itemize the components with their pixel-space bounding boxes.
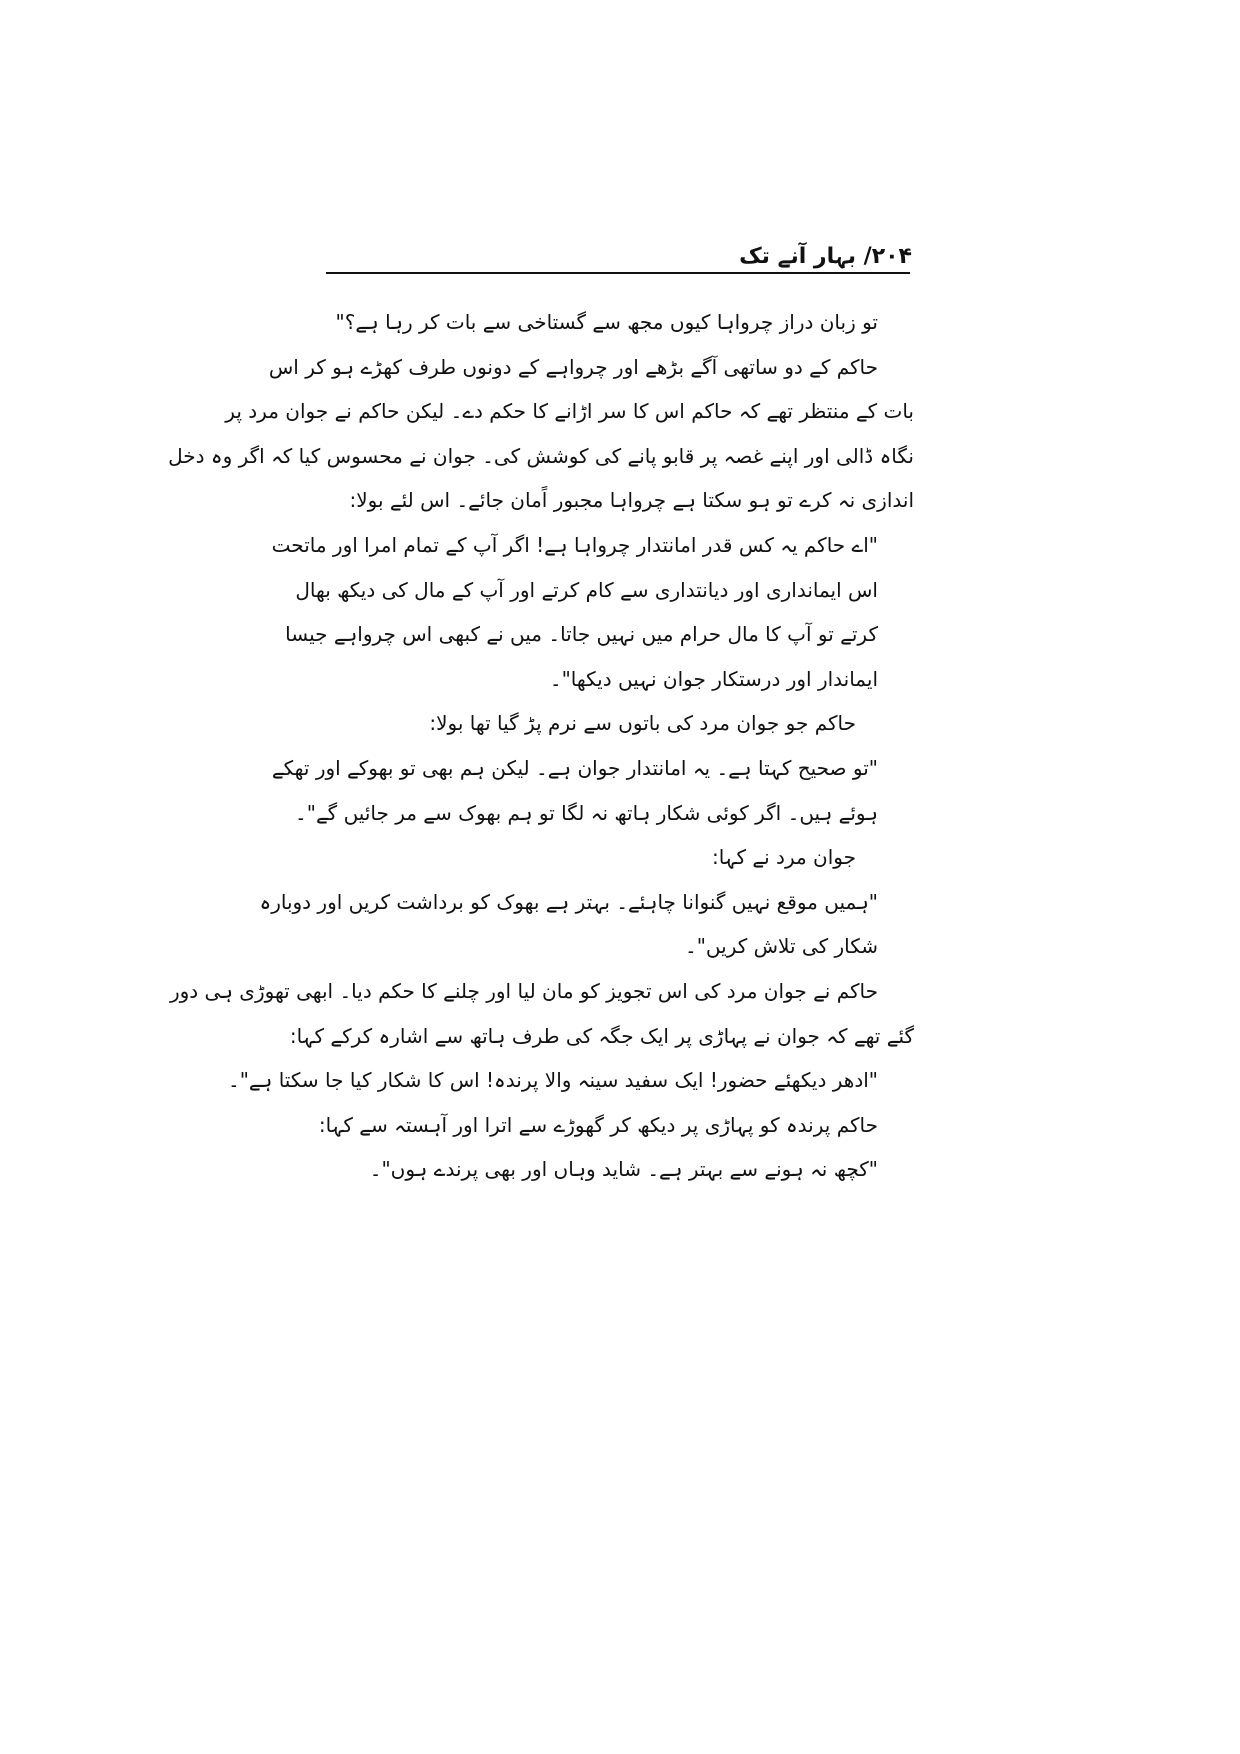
text-line: تو زبان دراز چرواہا کیوں مجھ سے گستاخی سے بات کر رہا ہے؟" bbox=[335, 310, 878, 334]
text-line: اندازی نہ کرے تو ہو سکتا ہے چرواہا مجبور اًمان جائے۔ اس لئے بولا: bbox=[349, 488, 914, 513]
text-line: نگاہ ڈالی اور اپنے غصہ پر قابو پانے کی کوشش کی۔ جوان نے محسوس کیا کہ اگر وہ دخل bbox=[168, 443, 914, 468]
running-head: ۲۰۴/ بہار آنے تک bbox=[739, 244, 912, 269]
text-line: ہوئے ہیں۔ اگر کوئی شکار ہاتھ نہ لگا تو ہم بھوک سے مر جائیں گے"۔ bbox=[295, 800, 878, 825]
text-line: بات کے منتظر تھے کہ حاکم اس کا سر اڑانے کا حکم دے۔ لیکن حاکم نے جوان مرد پر bbox=[225, 399, 914, 424]
text-line: "ادھر دیکھئے حضور! ایک سفید سینہ والا پرندہ! اس کا شکار کیا جا سکتا ہے"۔ bbox=[228, 1068, 878, 1093]
text-line: اس ایمانداری اور دیانتداری سے کام کرتے اور آپ کے مال کی دیکھ بھال bbox=[295, 577, 878, 602]
text-line: گئے تھے کہ جوان نے پہاڑی پر ایک جگہ کی طرف ہاتھ سے اشارہ کرکے کہا: bbox=[289, 1023, 914, 1048]
text-line: کرتے تو آپ کا مال حرام میں نہیں جاتا۔ میں نے کبھی اس چرواہے جیسا bbox=[285, 622, 878, 647]
text-line: "اے حاکم یہ کس قدر امانتدار چرواہا ہے! اگر آپ کے تمام امرا اور ماتحت bbox=[271, 532, 878, 557]
text-line: حاکم جو جوان مرد کی باتوں سے نرم پڑ گیا تھا بولا: bbox=[429, 711, 856, 736]
header-rule bbox=[326, 272, 910, 274]
text-line: جوان مرد نے کہا: bbox=[711, 845, 856, 870]
text-line: "تو صحیح کہتا ہے۔ یہ امانتدار جوان ہے۔ لیکن ہم بھی تو بھوکے اور تھکے bbox=[271, 755, 878, 780]
text-line: "کچھ نہ ہونے سے بہتر ہے۔ شاید وہاں اور بھی پرندے ہوں"۔ bbox=[369, 1157, 878, 1182]
text-line: حاکم نے جوان مرد کی اس تجویز کو مان لیا اور چلنے کا حکم دیا۔ ابھی تھوڑی ہی دور bbox=[169, 978, 878, 1003]
text-line: حاکم کے دو ساتھی آگے بڑھے اور چرواہے کے دونوں طرف کھڑے ہو کر اس bbox=[268, 354, 878, 379]
text-line: ایماندار اور درستکار جوان نہیں دیکھا"۔ bbox=[549, 666, 878, 691]
text-line: حاکم پرندہ کو پہاڑی پر دیکھ کر گھوڑے سے اترا اور آہستہ سے کہا: bbox=[318, 1112, 878, 1137]
body-text bbox=[168, 300, 914, 1192]
text-line: "ہمیں موقع نہیں گنوانا چاہئے۔ بہتر ہے بھوک کو برداشت کریں اور دوبارہ bbox=[259, 889, 878, 914]
text-line: شکار کی تلاش کریں"۔ bbox=[685, 934, 878, 959]
